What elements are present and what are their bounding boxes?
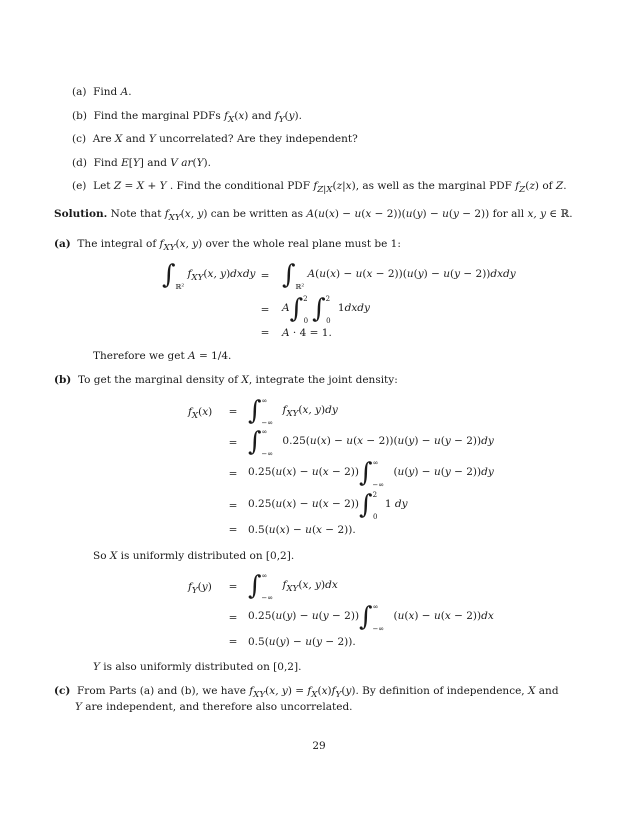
part-a-eq-1-rhs: $\int_{ℝ^2}$ A(u(x) − u(x − 2))(u(y) − u(y − 2))dxdy xyxy=(282,260,516,291)
part-c-label: (c) xyxy=(54,685,71,697)
fx-eq-5-rhs: 0.5(u(x) − u(x − 2)). xyxy=(248,524,356,536)
equals-sign: = xyxy=(260,270,270,282)
question-b: (b) Find the marginal PDFs $f_X(x)$ and $f_Y(y)$. xyxy=(72,110,302,126)
equals-sign: = xyxy=(228,636,238,648)
equals-sign: = xyxy=(228,500,238,512)
fx-eq-3-rhs: $0.25(u(x) - u(x - 2))\int^\infty_{-\infty}$ (u(y) − u(y − 2))dy xyxy=(248,458,494,489)
question-label: (e) xyxy=(72,180,87,192)
equals-sign: = xyxy=(228,468,238,480)
fx-eq-2-rhs: $\int^\infty_{-\infty}$ 0.25(u(x) − u(x − 2))(u(y) − u(y − 2))dy xyxy=(248,427,494,458)
fy-eq-3-rhs: 0.5(u(y) − u(y − 2)). xyxy=(248,636,356,648)
part-a-conclusion: Therefore we get A = 1/4. xyxy=(93,350,232,362)
question-a: (a) Find A. xyxy=(72,86,132,98)
equals-sign: = xyxy=(228,524,238,536)
question-d: (d) Find E[Y] and V ar(Y). xyxy=(72,157,211,169)
solution-intro: Solution. Note that $f_{XY}(x$, y) can be written as A(u(x) − u(x − 2))(u(y) − u(y − 2)) for all x, y ∈ ℝ. xyxy=(54,208,573,224)
solution-label: Solution. xyxy=(54,208,108,220)
part-a-eq-1-lhs: $\int_{ℝ^2}$ $f_{XY}(x$, y)dxdy xyxy=(162,260,256,291)
page-number: 29 xyxy=(312,740,326,752)
equals-sign: = xyxy=(260,304,270,316)
equals-sign: = xyxy=(228,581,238,593)
part-a-eq-3-rhs: A · 4 = 1. xyxy=(282,327,332,339)
question-label: (a) xyxy=(72,86,87,98)
part-c-line-1: (c) From Parts (a) and (b), we have $f_{XY}(x$, $y) = f_X(x)f_Y(y)$. By definition of independence, X and xyxy=(54,685,559,701)
part-b-label: (b) xyxy=(54,374,72,386)
equals-sign: = xyxy=(228,406,238,418)
part-b-conclusion-x: So X is uniformly distributed on [0,2]. xyxy=(93,550,295,562)
part-b-intro: (b) To get the marginal density of X, integrate the joint density: xyxy=(54,374,398,386)
question-label: (c) xyxy=(72,133,87,145)
part-b-conclusion-y: Y is also uniformly distributed on [0,2]. xyxy=(93,661,302,673)
part-a-intro: (a) The integral of $f_{XY}(x$, y) over the whole real plane must be 1: xyxy=(54,238,401,254)
fx-lhs: $f_X(x)$ xyxy=(188,406,213,422)
question-label: (d) xyxy=(72,157,87,169)
equals-sign: = xyxy=(260,327,270,339)
question-c: (c) Are X and Y uncorrelated? Are they independent? xyxy=(72,133,358,145)
question-e: (e) Let Z = X + Y . Find the conditional PDF $f_{Z|X}(z|x)$, as well as the marginal PDF $f_Z(z)$ of Z. xyxy=(72,180,567,196)
fy-lhs: $f_Y(y)$ xyxy=(188,581,212,597)
fx-eq-4-rhs: 0.25(u(x) − u(x − 2))∫$^2_0$ 1 dy xyxy=(248,490,408,521)
equals-sign: = xyxy=(228,437,238,449)
fy-eq-1-rhs: $\int^\infty_{-\infty}$ $f_{XY}(x$, y)dx xyxy=(248,571,338,602)
question-label: (b) xyxy=(72,110,87,122)
fx-eq-1-rhs: $\int^\infty_{-\infty}$ $f_{XY}(x$, y)dy xyxy=(248,396,338,427)
equals-sign: = xyxy=(228,612,238,624)
fy-eq-2-rhs: $0.25(u(y) - u(y - 2))\int^\infty_{-\infty}$ (u(x) − u(x − 2))dx xyxy=(248,602,494,633)
part-a-label: (a) xyxy=(54,238,71,250)
part-c-line-2: Y are independent, and therefore also uncorrelated. xyxy=(75,701,353,713)
part-a-eq-2-rhs: A∫$^2_0$ ∫$^2_0$ 1dxdy xyxy=(282,294,370,325)
